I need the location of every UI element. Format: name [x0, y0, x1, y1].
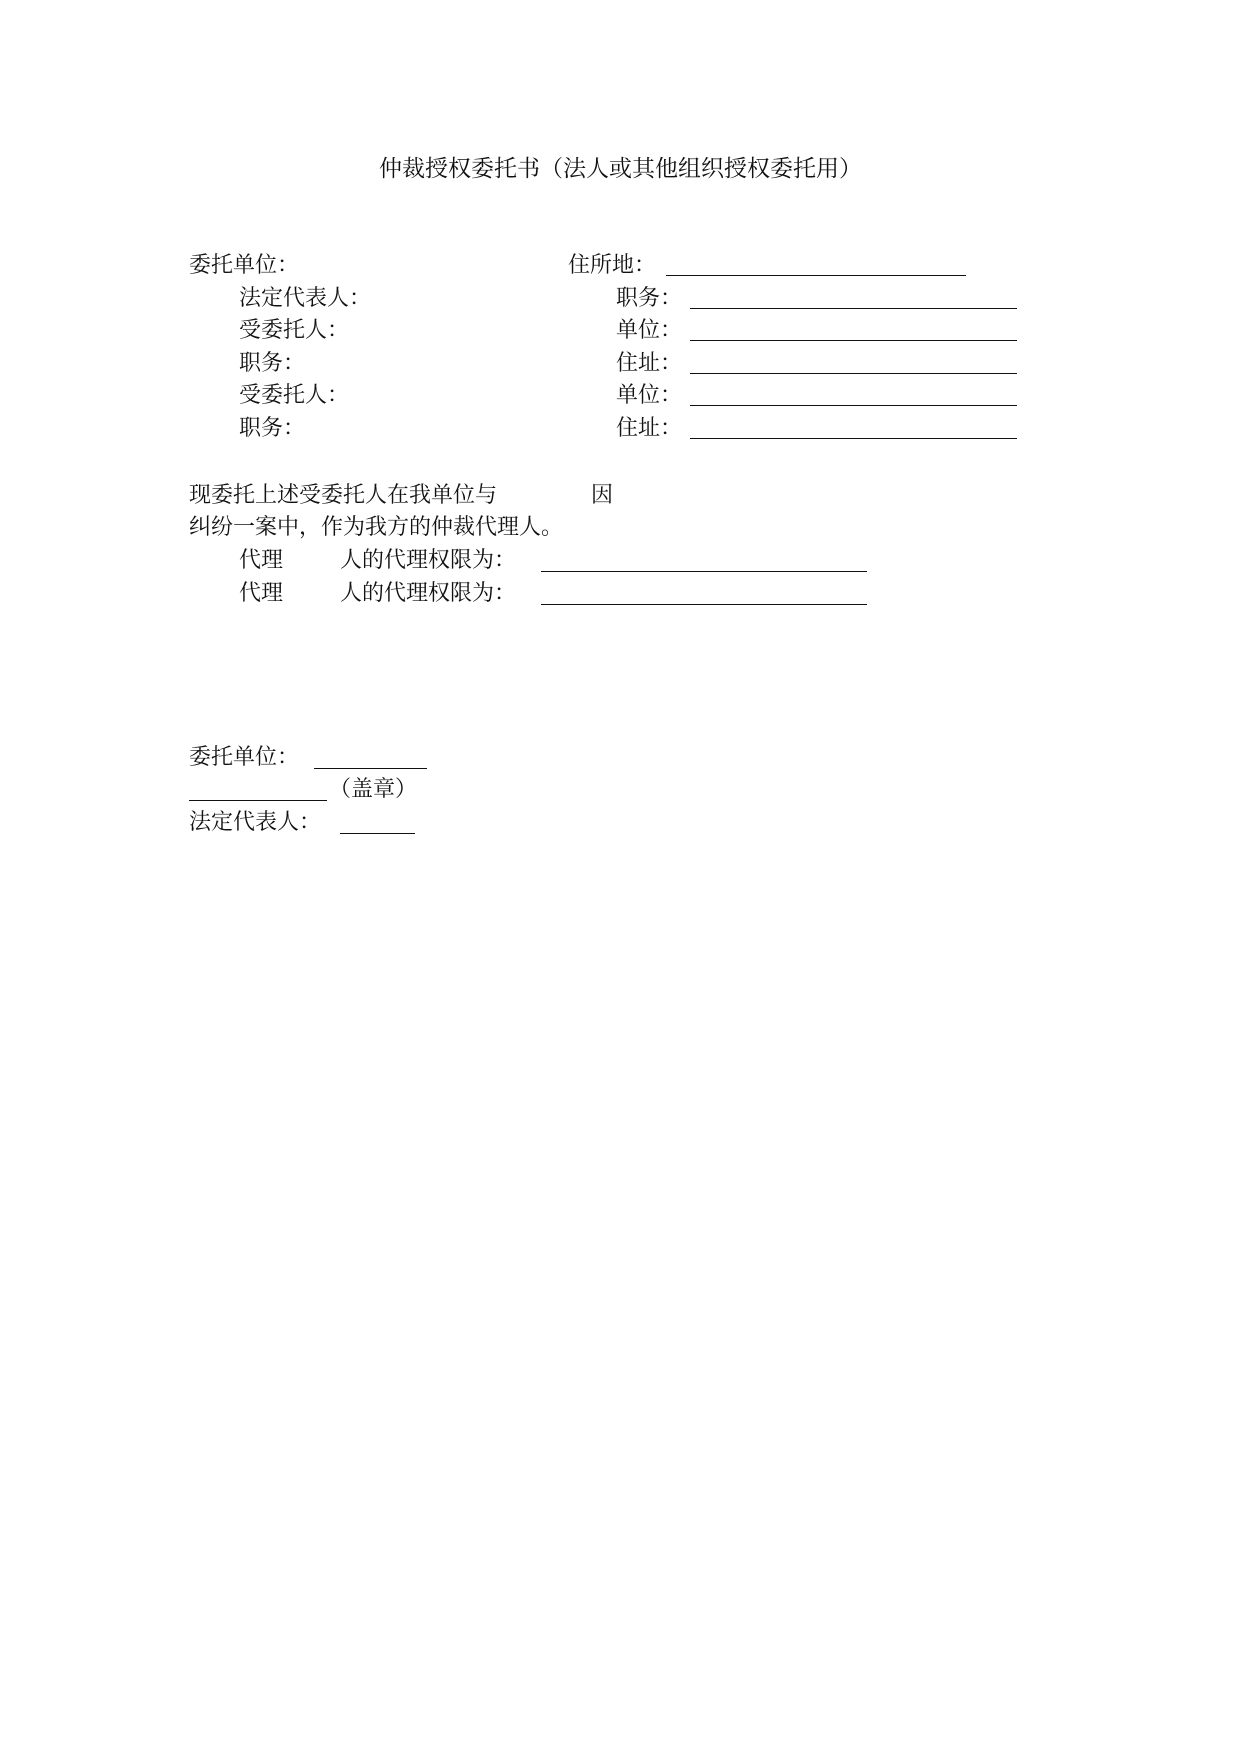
authority1-prefix: 代理: [239, 548, 284, 573]
agent1-position-label: 职务：: [239, 351, 306, 376]
agent1-label: 受委托人：: [239, 318, 350, 343]
agent1-address-blank[interactable]: [690, 373, 1017, 374]
agent2-unit-label: 单位：: [616, 383, 683, 408]
signature-seal-blank[interactable]: [189, 800, 327, 801]
body-line2: 纠纷一案中，作为我方的仲裁代理人。: [189, 515, 564, 540]
authority2-prefix: 代理: [239, 581, 284, 606]
body-line1-start: 现委托上述受委托人在我单位与: [189, 483, 498, 508]
signature-principal-unit-label: 委托单位：: [189, 745, 300, 770]
document-title: 仲裁授权委托书（法人或其他组织授权委托用）: [379, 156, 862, 182]
authority2-label: 人的代理权限为：: [340, 581, 517, 606]
signature-legal-rep-blank[interactable]: [340, 833, 415, 834]
agent2-unit-blank[interactable]: [690, 405, 1017, 406]
authority1-label: 人的代理权限为：: [340, 548, 517, 573]
body-line1-end: 因: [591, 483, 614, 508]
seal-label: （盖章）: [329, 777, 418, 802]
signature-principal-unit-blank[interactable]: [314, 768, 427, 769]
agent2-address-blank[interactable]: [690, 438, 1017, 439]
authority1-blank[interactable]: [541, 571, 867, 572]
legal-rep-label: 法定代表人：: [239, 286, 372, 311]
agent2-label: 受委托人：: [239, 383, 350, 408]
authority2-blank[interactable]: [541, 604, 867, 605]
address-blank[interactable]: [666, 275, 966, 276]
agent1-unit-label: 单位：: [616, 318, 683, 343]
signature-legal-rep-label: 法定代表人：: [189, 810, 322, 835]
legal-rep-position-blank[interactable]: [690, 308, 1017, 309]
principal-unit-label: 委托单位：: [189, 253, 300, 278]
agent1-unit-blank[interactable]: [690, 340, 1017, 341]
agent1-address-label: 住址：: [616, 351, 683, 376]
agent2-address-label: 住址：: [616, 416, 683, 441]
agent2-position-label: 职务：: [239, 416, 306, 441]
address-label: 住所地：: [568, 253, 657, 278]
legal-rep-position-label: 职务：: [616, 286, 683, 311]
